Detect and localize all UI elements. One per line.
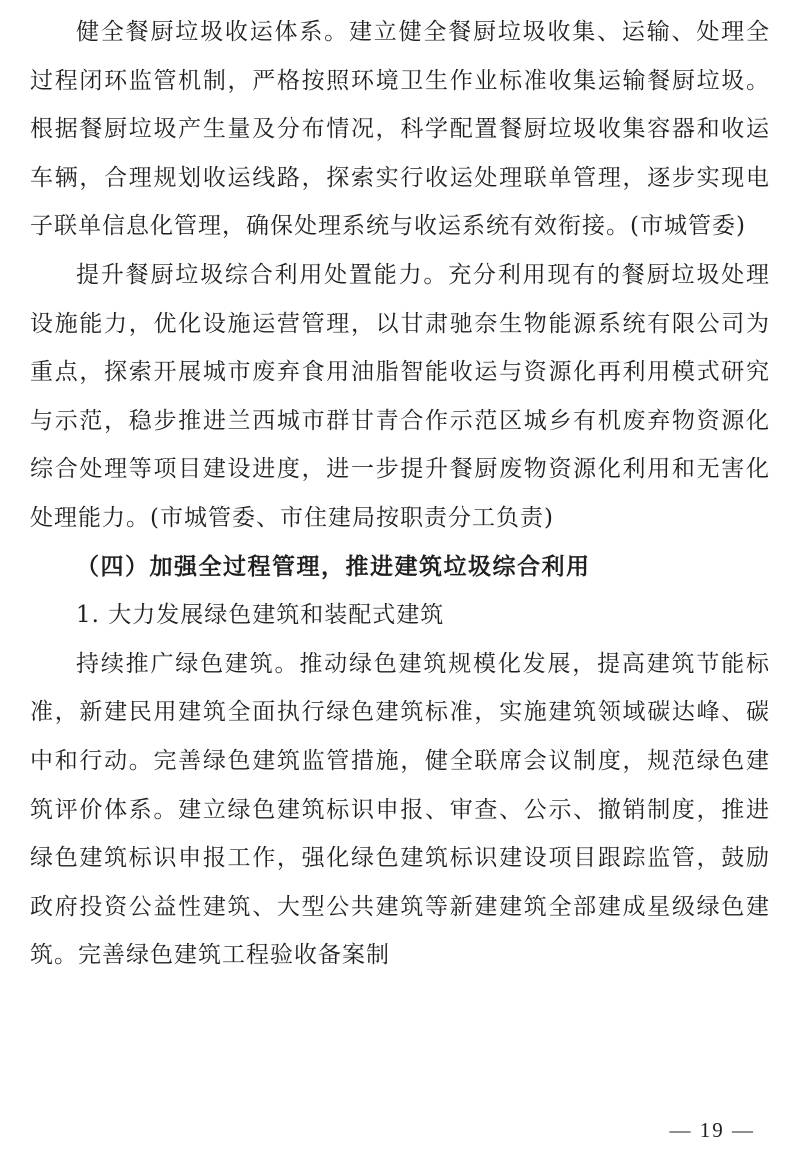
document-body (30, 8, 770, 980)
subsection-heading: 1. 大力发展绿色建筑和装配式建筑 (76, 602, 445, 629)
page-number: — 19 — (669, 1118, 755, 1142)
section-heading: （四）加强全过程管理，推进建筑垃圾综合利用 (76, 553, 591, 580)
paragraph-green-building: 持续推广绿色建筑。推动绿色建筑规模化发展，提高建筑节能标准，新建民用建筑全面执行绿色建筑标准，实施建筑领域碳达峰、碳中和行动。完善绿色建筑监管措施，健全联席会议制度，规范绿色建筑评价体系。建立绿色建筑标识申报、审查、公示、撤销制度，推进绿色建筑标识申报工作，强化绿色建筑标识建设项目跟踪监管，鼓励政府投资公益性建筑、大型公共建筑等新建建筑全部建成星级绿色建筑。完善绿色建筑工程验收备案制 (30, 650, 770, 969)
paragraph-food-waste-collection: 健全餐厨垃圾收运体系。建立健全餐厨垃圾收集、运输、处理全过程闭环监管机制，严格按照环境卫生作业标准收集运输餐厨垃圾。根据餐厨垃圾产生量及分布情况，科学配置餐厨垃圾收集容器和收运车辆，合理规划收运线路，探索实行收运处理联单管理，逐步实现电子联单信息化管理，确保处理系统与收运系统有效衔接。(市城管委) (30, 19, 770, 240)
paragraph-food-waste-utilization: 提升餐厨垃圾综合利用处置能力。充分利用现有的餐厨垃圾处理设施能力，优化设施运营管理，以甘肃驰奈生物能源系统有限公司为重点，探索开展城市废弃食用油脂智能收运与资源化再利用模式研究与示范，稳步推进兰西城市群甘青合作示范区城乡有机废弃物资源化综合处理等项目建设进度，进一步提升餐厨废物资源化利用和无害化处理能力。(市城管委、市住建局按职责分工负责) (30, 261, 770, 531)
